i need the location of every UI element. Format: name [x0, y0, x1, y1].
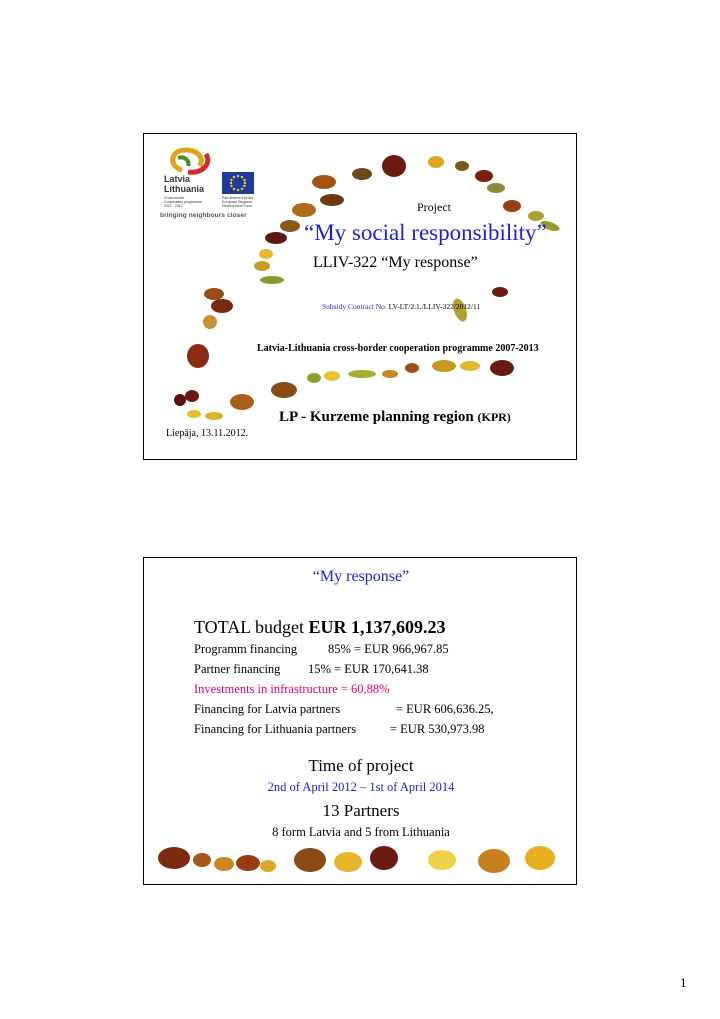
contract-number: LV-LT/2.1./LLIV-322/2012/11 [388, 302, 481, 311]
partners-detail: 8 form Latvia and 5 from Lithuania [272, 825, 450, 839]
lead-partner-name: LP - Kurzeme planning region [279, 409, 474, 425]
slide-1 [143, 133, 577, 460]
project-label: Project [417, 200, 451, 214]
amber-stone-icon [174, 155, 561, 420]
programm-financing-label: Programm financing [194, 642, 298, 656]
partners-heading: 13 Partners [322, 801, 400, 820]
place-date: Liepāja, 13.11.2012. [166, 428, 249, 439]
logo-tagline: bringing neighbours closer [160, 212, 247, 219]
financing-latvia-value: = EUR 606,636.25, [396, 702, 494, 716]
amber-stones-row [144, 558, 577, 885]
subsidy-contract [322, 302, 480, 311]
amber-stone-icon [158, 846, 555, 873]
financing-latvia-label: Financing for Latvia partners [194, 702, 341, 716]
time-range: 2nd of April 2012 – 1st of April 2014 [267, 780, 455, 794]
slide-2 [143, 557, 577, 885]
logo-small-text: Cross-border Cooperation programme 2007 - 2013 [164, 196, 202, 208]
project-title: “My social responsibility” [304, 220, 547, 245]
lead-partner-abbr: (KPR) [477, 410, 511, 424]
financing-lithuania-value: = EUR 530,973.98 [390, 722, 485, 736]
partner-financing-label: Partner financing [194, 662, 281, 676]
financing-lithuania-label: Financing for Lithuania partners [194, 722, 357, 736]
project-subtitle: LLIV-322 “My response” [313, 254, 478, 271]
logo-line1: Latvia [164, 174, 191, 184]
budget-value: EUR 1,137,609.23 [308, 617, 446, 637]
logo-line2: Lithuania [164, 184, 204, 194]
eu-funding-text: Part-financed by the European Regional Development Fund [222, 196, 254, 208]
lead-partner [279, 409, 511, 426]
budget-label: TOTAL budget [194, 617, 305, 637]
contract-prefix: Subsidy Contract No. [322, 302, 387, 311]
investments-infrastructure: Investments in infrastructure = 60,88% [194, 682, 390, 696]
partner-financing-value: 15% = EUR 170,641.38 [308, 662, 429, 676]
page-number: 1 [680, 975, 687, 990]
time-heading: Time of project [308, 756, 414, 775]
programme-name: Latvia-Lithuania cross-border cooperation programme 2007-2013 [257, 343, 539, 354]
slide2-title: “My response” [312, 568, 410, 585]
programm-financing-value: 85% = EUR 966,967.85 [328, 642, 449, 656]
